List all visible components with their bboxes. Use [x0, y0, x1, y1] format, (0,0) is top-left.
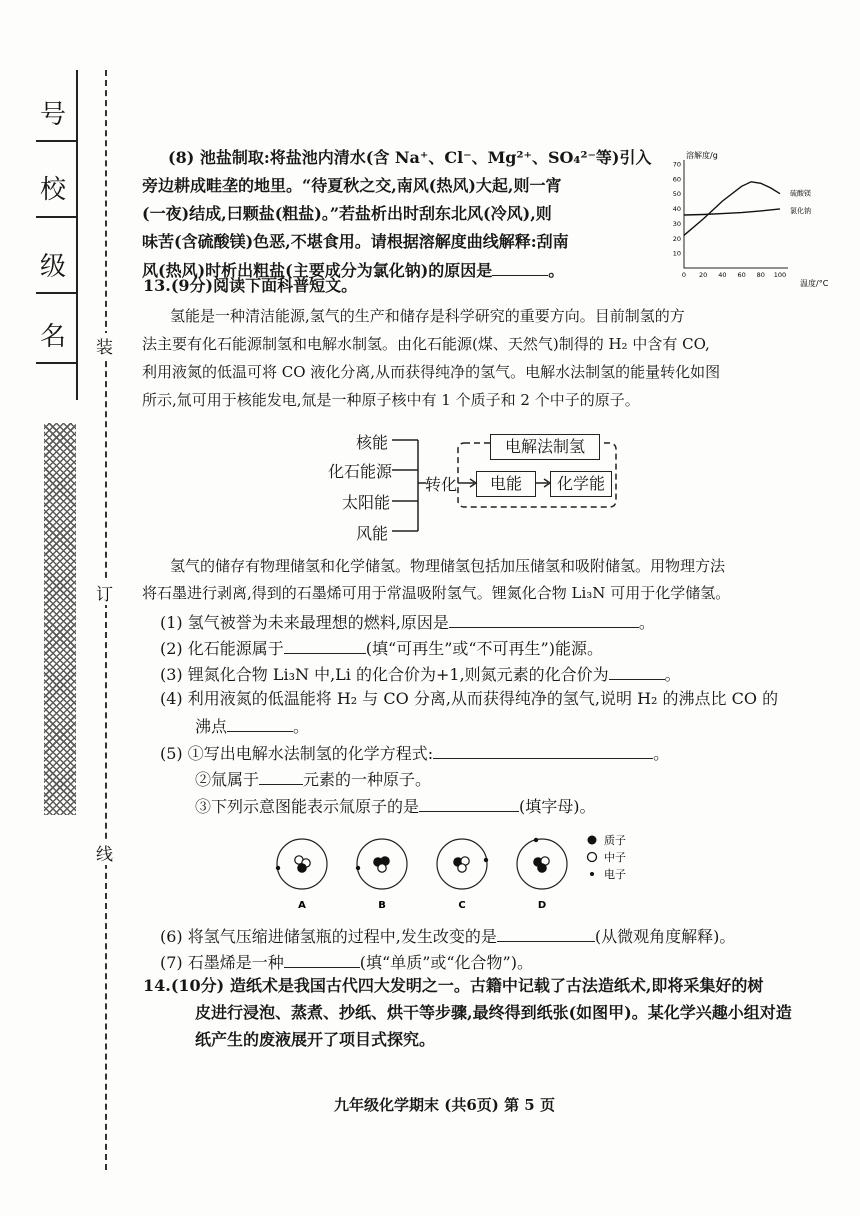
q14-line-2: 皮进行浸泡、蒸煮、抄纸、烘干等步骤,最终得到纸张(如图甲)。某化学兴趣小组对造 — [195, 1003, 792, 1022]
answer-blank-q13-7[interactable] — [284, 951, 360, 968]
chart-x-tick-label: 20 — [699, 271, 708, 279]
answer-blank-q13-3[interactable] — [609, 663, 665, 680]
chart-series — [684, 182, 811, 236]
diagram-electric-box: 电能 — [476, 471, 536, 497]
q12-8-line-2: 旁边耕成畦垄的地里。“待夏秋之交,南风(热风)大起,则一宵 — [142, 176, 562, 195]
q13-sub-5-3 — [195, 795, 596, 817]
chart-y-tick-label: 70 — [672, 160, 681, 169]
proton-icon — [538, 864, 546, 872]
answer-blank-q13-5-3[interactable] — [419, 795, 519, 812]
atom-diagrams — [262, 822, 642, 922]
legend-neutron-label: 中子 — [604, 851, 626, 864]
chart-y-label: 溶解度/g — [686, 151, 718, 160]
q13-sub-3 — [160, 663, 681, 685]
legend-electron-label: 电子 — [604, 868, 626, 881]
answer-blank-q13-5-2[interactable] — [259, 768, 303, 785]
chart-y-tick-label: 50 — [672, 190, 681, 199]
binding-rule — [36, 292, 76, 294]
binding-hatch-pattern — [44, 423, 76, 815]
atom-option-label: C — [458, 900, 466, 911]
q14-line-3: 纸产生的废液展开了项目式探究。 — [195, 1030, 436, 1049]
diagram-process-box: 电解法制氢 — [490, 434, 600, 460]
chart-series-label-1: 硫酸镁 — [790, 189, 811, 198]
atom-option-B[interactable] — [356, 839, 407, 911]
binding-label-school: 校 — [40, 175, 67, 205]
q13-sub-3-end: 。 — [664, 665, 681, 684]
binding-label-number: 号 — [40, 100, 67, 130]
chart-y-tick-label: 20 — [672, 234, 681, 243]
binding-dashed-line — [105, 70, 107, 1170]
q13-passage-1-line-3: 利用液氮的低温可将 CO 液化分离,从而获得纯净的氢气。电解水法制氢的能量转化如图 — [142, 363, 721, 381]
atom-option-C[interactable] — [437, 839, 488, 911]
q13-passage-1-line-2: 法主要有化石能源制氢和电解水制氢。由化石能源(煤、天然气)制得的 H₂ 中含有 CO, — [142, 335, 710, 353]
q13-sub-4-end: 。 — [293, 717, 310, 736]
answer-blank-q13-4[interactable] — [227, 715, 293, 732]
q13-sub-7 — [160, 951, 533, 973]
binding-word-xian: 线 — [96, 840, 113, 865]
neutron-icon — [458, 864, 466, 872]
q13-sub-3-text: (3) 锂氮化合物 Li₃N 中,Li 的化合价为+1,则氮元素的化合价为 — [160, 665, 609, 684]
chart-x-tick-label: 0 — [681, 271, 687, 279]
diagram-chemical-box: 化学能 — [550, 471, 612, 497]
answer-blank-q13-5-1[interactable] — [433, 742, 653, 759]
electron-icon — [276, 866, 280, 870]
atom-option-A[interactable] — [276, 839, 327, 911]
q14-line-1: 14.(10分) 造纸术是我国古代四大发明之一。古籍中记载了古法造纸术,即将采集好的树 — [143, 976, 764, 995]
atom-option-label: B — [378, 900, 386, 911]
q13-sub-5-1-end: 。 — [653, 744, 670, 763]
chart-series-line-2 — [684, 209, 780, 215]
q13-sub-4-line-1: (4) 利用液氮的低温能将 H₂ 与 CO 分离,从而获得纯净的氢气,说明 H₂ 的沸点比 CO 的 — [160, 689, 779, 708]
chart-y-tick-label: 30 — [672, 219, 681, 228]
atom-option-label: A — [298, 900, 306, 911]
q13-sub-7-text: (7) 石墨烯是一种 — [160, 953, 284, 972]
q12-8-line-3: (一夜)结成,曰颗盐(粗盐)。”若盐析出时刮东北风(冷风),则 — [142, 204, 552, 223]
q12-8-line-5-text: 风(热风)时析出粗盐(主要成分为氯化钠)的原因是 — [142, 261, 493, 280]
chart-series-line-1 — [684, 182, 780, 236]
q13-sub-5-3-end: (填字母)。 — [519, 797, 596, 816]
answer-blank-q13-1[interactable] — [449, 611, 639, 628]
proton-icon — [298, 864, 306, 872]
q13-sub-1 — [160, 611, 655, 633]
q13-sub-2-text: (2) 化石能源属于 — [160, 639, 284, 658]
q13-sub-6-text: (6) 将氢气压缩进储氢瓶的过程中,发生改变的是 — [160, 927, 497, 946]
q13-sub-5-1-text: (5) ①写出电解水法制氢的化学方程式: — [160, 744, 434, 763]
legend-proton-icon — [588, 836, 597, 845]
atom-legend — [588, 833, 627, 881]
q13-sub-5-1 — [160, 742, 669, 764]
chart-y-tick-label: 40 — [672, 205, 681, 214]
q13-sub-7-end: (填“单质”或“化合物”)。 — [359, 953, 533, 972]
binding-label-class: 级 — [40, 252, 67, 282]
q13-sub-4-line-2 — [195, 715, 309, 737]
binding-word-zhuang: 装 — [96, 333, 113, 358]
q12-8-line-4: 味苦(含硫酸镁)色恶,不堪食用。请根据溶解度曲线解释:刮南 — [142, 232, 569, 251]
solubility-chart — [670, 144, 840, 289]
chart-x-tick-label: 100 — [773, 271, 787, 279]
page-footer: 九年级化学期末 (共6页) 第 5 页 — [334, 1096, 555, 1114]
q13-sub-6-end: (从微观角度解释)。 — [594, 927, 736, 946]
binding-word-ding: 订 — [96, 580, 113, 605]
chart-x-ticks — [682, 271, 786, 279]
diagram-source-solar: 太阳能 — [342, 493, 391, 512]
legend-proton-label: 质子 — [604, 834, 626, 847]
atom-option-D[interactable] — [517, 838, 567, 911]
legend-neutron-icon — [588, 853, 597, 862]
atom-option-label: D — [537, 900, 547, 911]
answer-blank-q13-2[interactable] — [284, 637, 366, 654]
answer-blank-q13-6[interactable] — [497, 925, 595, 942]
legend-electron-icon — [590, 872, 594, 876]
q13-sub-2 — [160, 637, 603, 659]
q13-sub-5-2-text: ②氚属于 — [195, 770, 260, 789]
diagram-source-nuclear: 核能 — [356, 433, 389, 452]
q13-passage-2-line-2: 将石墨进行剥离,得到的石墨烯可用于常温吸附氢气。锂氮化合物 Li₃N 可用于化学储氢。 — [142, 584, 731, 602]
chart-y-tick-label: 60 — [672, 175, 681, 184]
diagram-source-wind: 风能 — [356, 524, 389, 543]
chart-x-tick-label: 40 — [718, 271, 727, 279]
q12-8-line-1: (8) 池盐制取:将盐池内清水(含 Na⁺、Cl⁻、Mg²⁺、SO₄²⁻等)引入 — [168, 148, 652, 167]
chart-y-tick-label: 10 — [672, 249, 681, 258]
chart-y-ticks — [673, 161, 681, 258]
binding-rule — [36, 140, 76, 142]
answer-blank-q12-8[interactable] — [492, 259, 548, 276]
diagram-source-fossil: 化石能源 — [328, 462, 393, 481]
q13-passage-2-line-1: 氢气的储存有物理储氢和化学储氢。物理储氢包括加压储氢和吸附储氢。用物理方法 — [170, 557, 726, 575]
q13-header: 13.(9分)阅读下面科普短文。 — [143, 276, 358, 295]
binding-label-name: 名 — [40, 322, 67, 352]
q13-sub-6 — [160, 925, 735, 947]
q13-sub-2-end: (填“可再生”或“不可再生”)能源。 — [365, 639, 603, 658]
q13-sub-4-text: 沸点 — [195, 717, 228, 736]
q13-sub-5-3-text: ③下列示意图能表示氚原子的是 — [195, 797, 420, 816]
chart-series-label-2: 氯化钠 — [790, 206, 811, 215]
chart-x-label: 温度/°C — [800, 279, 829, 288]
q13-sub-5-2-end: 元素的一种原子。 — [303, 770, 432, 789]
neutron-icon — [378, 864, 386, 872]
q13-sub-5-2 — [195, 768, 431, 790]
q13-passage-1-line-4: 所示,氚可用于核能发电,氚是一种原子核中有 1 个质子和 2 个中子的原子。 — [142, 391, 640, 409]
electron-icon — [484, 858, 488, 862]
q12-8-line-5-end: 。 — [548, 261, 565, 280]
chart-x-tick-label: 80 — [756, 271, 765, 279]
electron-icon — [534, 838, 538, 842]
binding-rule-vertical — [76, 70, 78, 400]
binding-rule — [36, 216, 76, 218]
atom-options — [276, 838, 567, 911]
q13-sub-1-end: 。 — [638, 613, 655, 632]
diagram-convert-label: 转化 — [425, 475, 458, 494]
q13-sub-1-text: (1) 氢气被誉为未来最理想的燃料,原因是 — [160, 613, 449, 632]
electron-icon — [356, 866, 360, 870]
q13-passage-1-line-1: 氢能是一种清洁能源,氢气的生产和储存是科学研究的重要方向。目前制氢的方 — [170, 307, 685, 325]
binding-rule — [36, 362, 76, 364]
chart-x-tick-label: 60 — [737, 271, 746, 279]
